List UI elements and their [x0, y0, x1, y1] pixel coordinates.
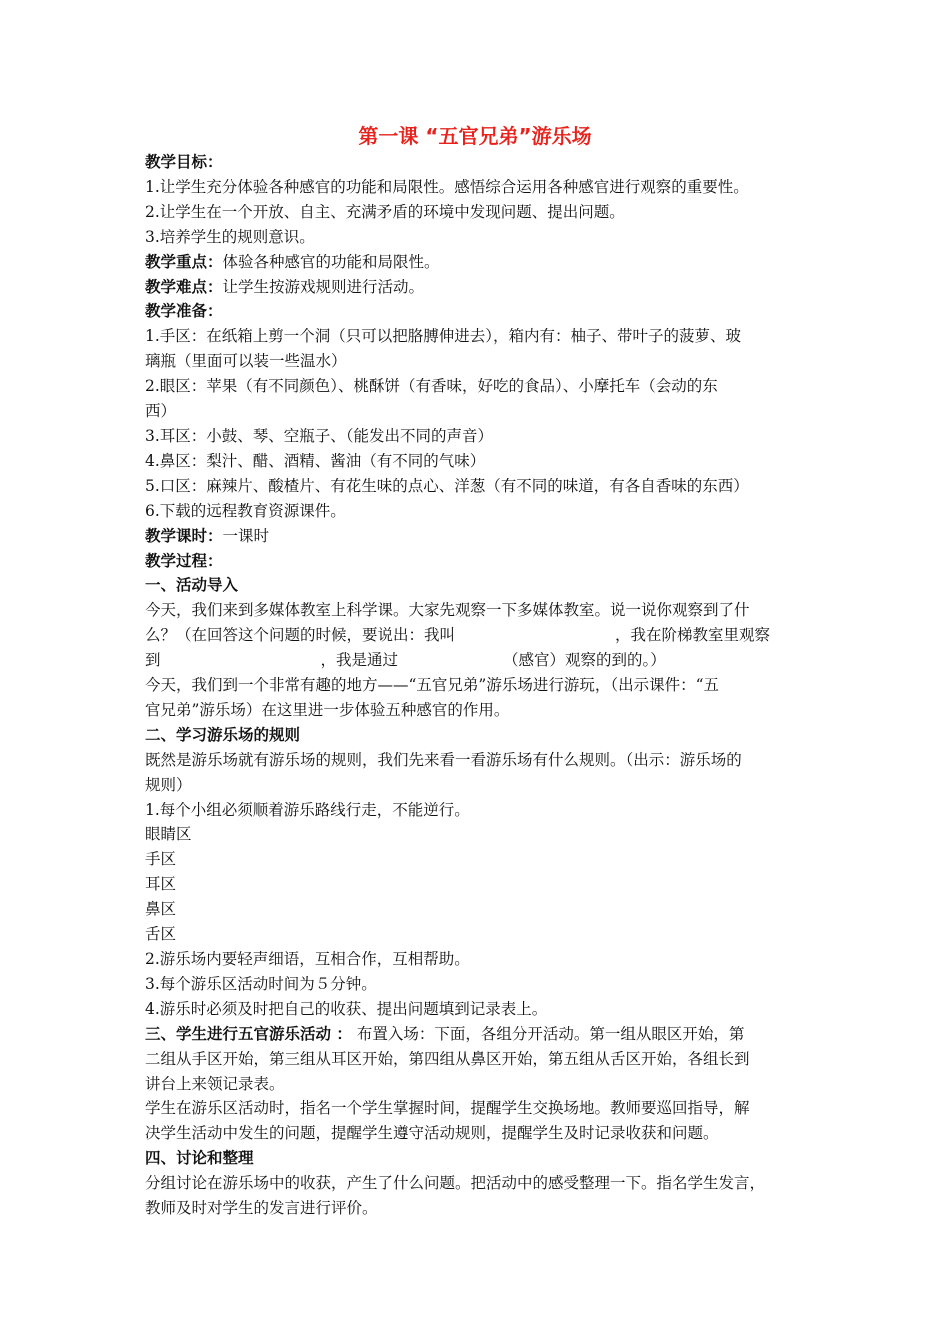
class-hours-label: 教学课时：	[145, 526, 223, 545]
section-4-line-2: 教师及时对学生的发言进行评价。	[145, 1199, 378, 1218]
zone-nose: 鼻区	[145, 900, 177, 919]
rule-2: 2.游乐场内要轻声细语，互相合作，互相帮助。	[145, 950, 470, 968]
section-1-line-3b: ，我是通过	[320, 651, 399, 670]
difficulty-text: 让学生按游戏规则进行活动。	[222, 277, 425, 296]
zone-eye: 眼睛区	[145, 825, 192, 844]
prep-item-6: 6.下载的远程教育资源课件。	[145, 501, 346, 520]
prep-item-1-cont: 璃瓶（里面可以装一些温水）	[145, 352, 347, 371]
section-2-heading: 二、学习游乐场的规则	[145, 725, 301, 744]
rule-3: 3.每个游乐区活动时间为５分钟。	[145, 974, 377, 993]
section-4-line-1: 分组讨论在游乐场中的收获，产生了什么问题。把活动中的感受整理一下。指名学生发言，	[145, 1174, 766, 1193]
prep-item-2: 2.眼区：苹果（有不同颜色）、桃酥饼（有香味，好吃的食品）、小摩托车（会动的东	[145, 377, 718, 396]
process-heading: 教学过程：	[145, 551, 223, 570]
section-3-line-5: 决学生活动中发生的问题，提醒学生遵守活动规则，提醒学生及时记录收获和问题。	[145, 1124, 719, 1143]
section-2-line-2: 规则）	[145, 775, 192, 794]
section-3-heading: 三、学生进行五官游乐活动 ：	[145, 1024, 352, 1043]
objectives-heading: 教学目标：	[145, 153, 223, 171]
section-3-line-4: 学生在游乐区活动时，指名一个学生掌握时间，提醒学生交换场地。教师要巡回指导，解	[145, 1099, 750, 1118]
key-point	[145, 250, 813, 275]
zone-hand: 手区	[145, 850, 177, 869]
rule-4: 4.游乐时必须及时把自己的收获、提出问题填到记录表上。	[145, 999, 548, 1018]
objective-3: 3.培养学生的规则意识。	[145, 227, 315, 246]
section-2-line-1: 既然是游乐场就有游乐场的规则，我们先来看一看游乐场有什么规则。（出示：游乐场的	[145, 750, 742, 769]
section-1-line-4: 今天，我们到一个非常有趣的地方——“五官兄弟”游乐场进行游玩，（出示课件：“五	[145, 676, 720, 695]
section-1-line-3c: （感官）观察的到的。）	[503, 651, 666, 670]
class-hours-text: 一课时	[222, 526, 270, 545]
section-1-line-2b: ，我在阶梯教室里观察	[615, 626, 771, 645]
section-1-line-3a: 到	[145, 651, 161, 670]
zone-tongue: 舌区	[145, 925, 177, 944]
section-1-line-2a: 么？（在回答这个问题的时候，要说出：我叫	[145, 626, 456, 645]
section-1-line-3	[145, 648, 813, 673]
prep-item-5: 5.口区：麻辣片、酸楂片、有花生味的点心、洋葱（有不同的味道，有各自香味的东西）	[145, 476, 749, 495]
prep-item-3: 3.耳区：小鼓、琴、空瓶子、（能发出不同的声音）	[145, 426, 494, 445]
section-3-line-1-text: 布置入场：下面，各组分开活动。第一组从眼区开始，第	[351, 1024, 745, 1043]
key-point-text: 体验各种感官的功能和局限性。	[222, 252, 440, 271]
key-point-label: 教学重点：	[145, 252, 223, 271]
prep-item-4: 4.鼻区：梨汁、醋、酒精、酱油（有不同的气味）	[145, 451, 486, 470]
section-1-line-1: 今天，我们来到多媒体教室上科学课。大家先观察一下多媒体教室。说一说你观察到了什	[145, 601, 750, 620]
section-3-line-2: 二组从手区开始，第三组从耳区开始，第四组从鼻区开始，第五组从舌区开始，各组长到	[145, 1049, 750, 1068]
section-3-line-1	[145, 1022, 813, 1047]
section-1-heading: 一、活动导入	[145, 576, 239, 595]
lesson-title: 第一课 “五官兄弟”游乐场	[358, 124, 592, 148]
preparation-heading: 教学准备：	[145, 302, 223, 321]
section-4-heading: 四、讨论和整理	[145, 1149, 254, 1168]
objective-1: 1.让学生充分体验各种感官的功能和局限性。感悟综合运用各种感官进行观察的重要性。	[145, 177, 749, 196]
prep-item-1: 1.手区：在纸箱上剪一个洞（只可以把胳膊伸进去），箱内有：柚子、带叶子的菠萝、玻	[145, 327, 742, 346]
zone-ear: 耳区	[145, 875, 177, 894]
class-hours	[145, 524, 813, 549]
objective-2: 2.让学生在一个开放、自主、充满矛盾的环境中发现问题、提出问题。	[145, 202, 625, 221]
lesson-body	[145, 150, 813, 1221]
prep-item-2-cont: 西）	[145, 402, 177, 421]
difficulty	[145, 275, 813, 300]
section-3-line-3: 讲台上来领记录表。	[145, 1074, 285, 1093]
rule-1: 1.每个小组必须顺着游乐路线行走，不能逆行。	[145, 800, 470, 819]
section-1-line-2	[145, 623, 813, 648]
section-1-line-5: 官兄弟”游乐场）在这里进一步体验五种感官的作用。	[145, 700, 510, 719]
difficulty-label: 教学难点：	[145, 277, 223, 296]
